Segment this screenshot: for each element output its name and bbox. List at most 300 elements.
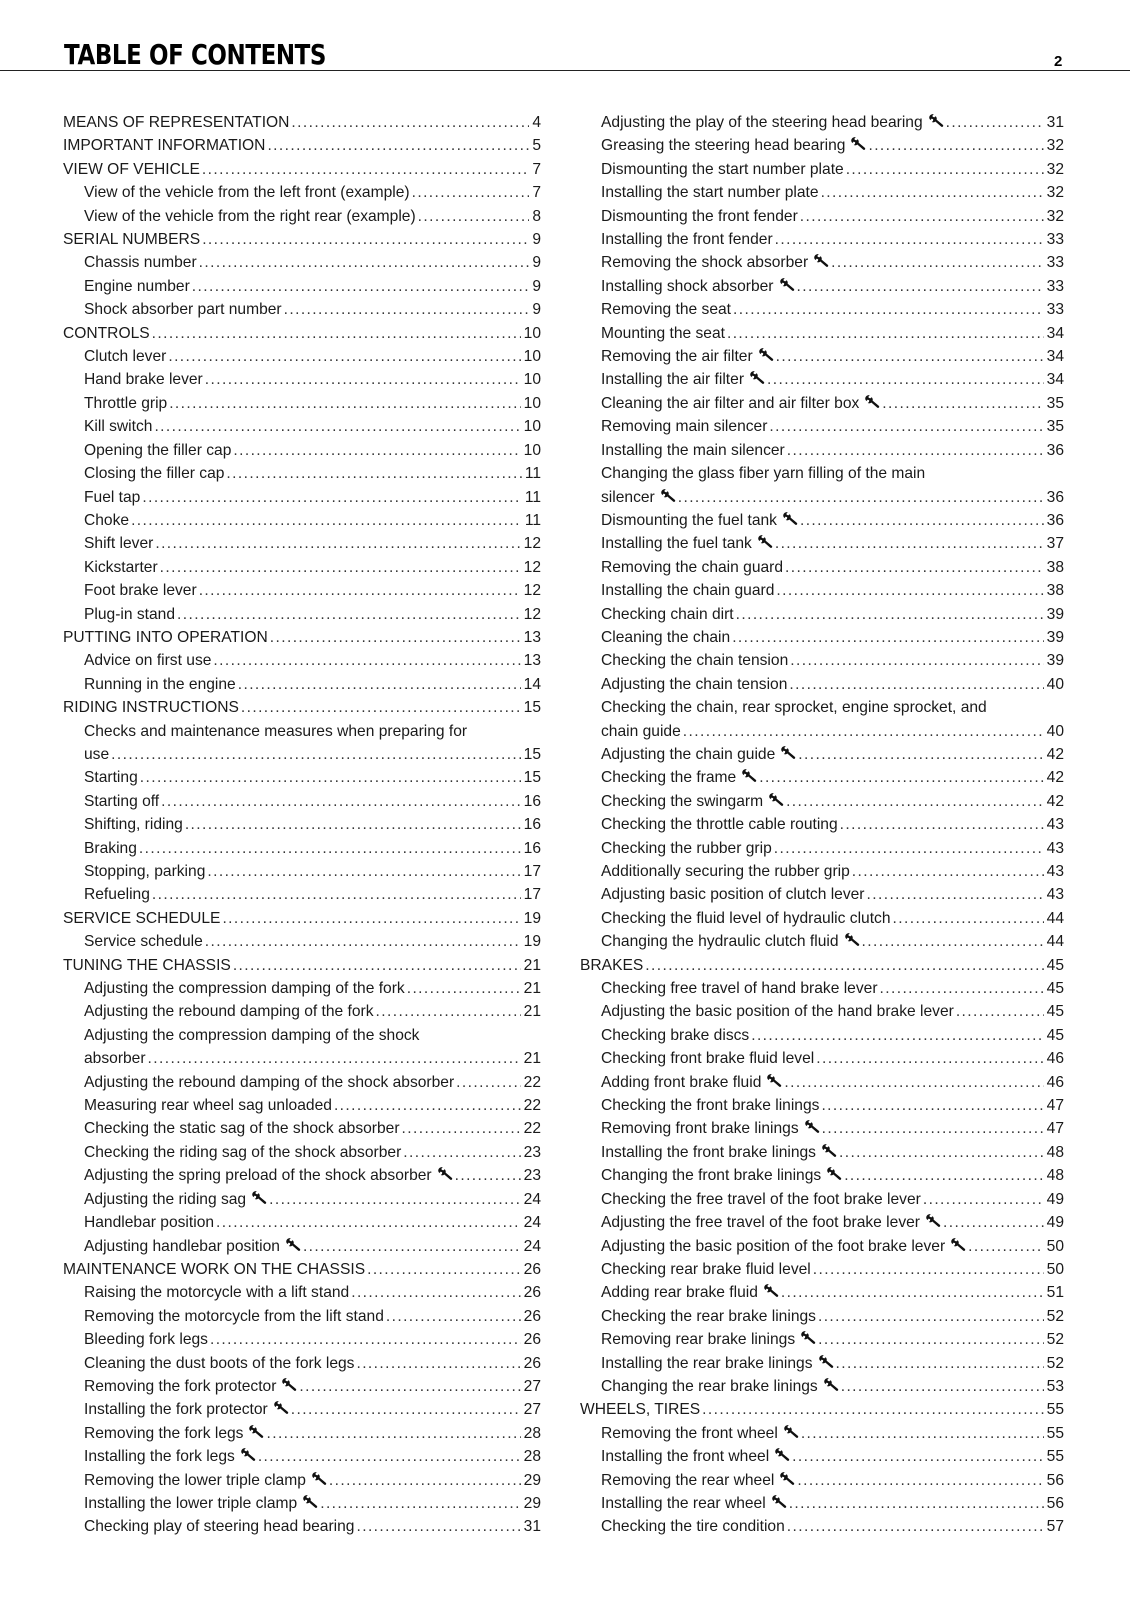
- toc-subsection-entry[interactable]: [580, 1000, 1064, 1023]
- toc-entry-label: Fuel tap: [84, 488, 141, 506]
- toc-entry-label: Checking rear brake fluid level: [601, 1260, 811, 1278]
- wrench-icon: [804, 1118, 820, 1132]
- toc-entry-label: Installing the start number plate: [601, 184, 819, 202]
- toc-entry-label: Engine number: [84, 277, 190, 295]
- toc-entry-page: 26: [523, 1260, 541, 1278]
- toc-entry-page: 53: [1046, 1377, 1064, 1395]
- toc-subsection-entry[interactable]: [580, 298, 1064, 321]
- toc-entry-label: Checking the swingarm: [601, 790, 784, 813]
- toc-entry-page: 11: [524, 465, 541, 483]
- toc-subsection-entry[interactable]: [580, 275, 1064, 298]
- toc-subsection-entry[interactable]: [580, 509, 1064, 532]
- toc-subsection-entry[interactable]: [63, 1515, 541, 1538]
- leader-dots: [867, 883, 1044, 906]
- toc-entry-label: Removing the motorcycle from the lift stand: [84, 1307, 384, 1325]
- toc-section-entry[interactable]: [63, 134, 541, 157]
- toc-entry-label: TUNING THE CHASSIS: [63, 956, 231, 974]
- wrench-icon: [813, 252, 829, 266]
- toc-section-entry[interactable]: [580, 954, 1064, 977]
- wrench-icon: [240, 1446, 256, 1460]
- toc-subsection-entry[interactable]: [63, 298, 541, 321]
- toc-subsection-entry[interactable]: [580, 1235, 1064, 1258]
- toc-subsection-entry[interactable]: [580, 462, 1064, 509]
- toc-subsection-entry[interactable]: [580, 1164, 1064, 1187]
- toc-entry-label: Checking the tire condition: [601, 1518, 785, 1536]
- toc-entry-page: 52: [1046, 1307, 1064, 1325]
- toc-subsection-entry[interactable]: [63, 486, 541, 509]
- toc-section-entry[interactable]: [63, 228, 541, 251]
- toc-entry-page: 15: [523, 745, 541, 763]
- toc-entry-page: 29: [523, 1471, 541, 1489]
- toc-entry-label: SERVICE SCHEDULE: [63, 909, 221, 927]
- leader-dots: [142, 486, 521, 509]
- toc-entry-label: Adjusting the compression damping of the fork: [84, 980, 405, 998]
- toc-entry-label: Adjusting the rebound damping of the shock absorber: [84, 1073, 455, 1091]
- wrench-icon: [928, 112, 944, 126]
- toc-entry-page: 33: [1046, 254, 1064, 272]
- toc-entry-label: Removing the fork protector: [84, 1375, 297, 1398]
- wrench-icon: [779, 276, 795, 290]
- toc-subsection-entry[interactable]: [580, 930, 1064, 953]
- toc-entry-label: Checking play of steering head bearing: [84, 1518, 355, 1536]
- wrench-icon: [437, 1165, 453, 1179]
- toc-subsection-entry[interactable]: [63, 1188, 541, 1211]
- leader-dots: [733, 298, 1044, 321]
- toc-entry-page: 52: [1046, 1354, 1064, 1372]
- toc-section-entry[interactable]: [580, 1398, 1064, 1421]
- toc-entry-label: Dismounting the start number plate: [601, 160, 844, 178]
- toc-entry-label: Checking the frame: [601, 766, 757, 789]
- toc-subsection-entry[interactable]: [580, 111, 1064, 134]
- leader-dots: [785, 556, 1044, 579]
- toc-subsection-entry[interactable]: [580, 1141, 1064, 1164]
- toc-subsection-entry[interactable]: [580, 392, 1064, 415]
- toc-subsection-entry[interactable]: [580, 790, 1064, 813]
- toc-subsection-entry[interactable]: [580, 603, 1064, 626]
- toc-entry-label: Adjusting the rebound damping of the fork: [84, 1003, 374, 1021]
- toc-entry-page: 44: [1046, 909, 1064, 927]
- toc-subsection-entry[interactable]: [580, 322, 1064, 345]
- toc-subsection-entry[interactable]: [580, 977, 1064, 1000]
- toc-entry-label: Removing the lower triple clamp: [84, 1469, 327, 1492]
- toc-subsection-entry[interactable]: [580, 1352, 1064, 1375]
- toc-subsection-entry[interactable]: [580, 205, 1064, 228]
- toc-subsection-entry[interactable]: [580, 181, 1064, 204]
- toc-subsection-entry[interactable]: [580, 1188, 1064, 1211]
- toc-subsection-entry[interactable]: [63, 766, 541, 789]
- toc-entry-label: Opening the filler cap: [84, 441, 232, 459]
- page-title: TABLE OF CONTENTS: [64, 38, 327, 71]
- toc-entry-label: Dismounting the front fender: [601, 207, 798, 225]
- toc-subsection-entry[interactable]: [63, 1305, 541, 1328]
- leader-dots: [202, 228, 529, 251]
- toc-subsection-entry[interactable]: [580, 556, 1064, 579]
- toc-entry-page: 19: [523, 933, 541, 951]
- toc-entry-label: RIDING INSTRUCTIONS: [63, 699, 239, 717]
- toc-entry-label: Adjusting the free travel of the foot brake lever: [601, 1211, 941, 1234]
- toc-entry-label: Adjusting the chain guide: [601, 743, 796, 766]
- toc-entry-label: chain guide: [601, 722, 681, 740]
- toc-section-entry[interactable]: [63, 907, 541, 930]
- toc-subsection-entry[interactable]: [63, 462, 541, 485]
- toc-subsection-entry[interactable]: [63, 532, 541, 555]
- toc-entry-label: absorber: [84, 1050, 146, 1068]
- toc-subsection-entry[interactable]: [63, 720, 541, 767]
- toc-subsection-entry[interactable]: [580, 1047, 1064, 1070]
- toc-subsection-entry[interactable]: [63, 1235, 541, 1258]
- toc-subsection-entry[interactable]: [580, 860, 1064, 883]
- toc-entry-label: Installing the fork protector: [84, 1398, 289, 1421]
- leader-dots: [968, 1235, 1044, 1258]
- toc-entry-label: PUTTING INTO OPERATION: [63, 628, 268, 646]
- toc-entry-page: 49: [1046, 1190, 1064, 1208]
- toc-subsection-entry[interactable]: [580, 1071, 1064, 1094]
- toc-entry-label: Adjusting handlebar position: [84, 1235, 301, 1258]
- wrench-icon: [758, 346, 774, 360]
- leader-dots: [233, 954, 521, 977]
- toc-subsection-entry[interactable]: [580, 345, 1064, 368]
- toc-section-entry[interactable]: [63, 111, 541, 134]
- toc-entry-page: 27: [523, 1377, 541, 1395]
- leader-dots: [241, 696, 521, 719]
- toc-entry-page: 12: [523, 558, 541, 576]
- toc-entry-page: 36: [1046, 488, 1064, 506]
- toc-subsection-entry[interactable]: [63, 930, 541, 953]
- leader-dots: [844, 1164, 1043, 1187]
- toc-subsection-entry[interactable]: [580, 1375, 1064, 1398]
- toc-subsection-entry[interactable]: [580, 1445, 1064, 1468]
- toc-entry-page: 24: [523, 1190, 541, 1208]
- toc-subsection-entry[interactable]: [580, 626, 1064, 649]
- toc-subsection-entry[interactable]: [63, 181, 541, 204]
- toc-entry-label: Starting off: [84, 792, 160, 810]
- toc-entry-label: BRAKES: [580, 956, 644, 974]
- toc-entry-label: Refueling: [84, 886, 150, 904]
- toc-entry-page: 24: [523, 1237, 541, 1255]
- toc-subsection-entry[interactable]: [63, 1000, 541, 1023]
- toc-entry-label: Installing the lower triple clamp: [84, 1492, 318, 1515]
- toc-subsection-entry[interactable]: [580, 766, 1064, 789]
- toc-subsection-entry[interactable]: [580, 1492, 1064, 1515]
- wrench-icon: [864, 393, 880, 407]
- toc-entry-label: Adjusting the basic position of the foot brake lever: [601, 1235, 966, 1258]
- toc-entry-page: 10: [523, 418, 541, 436]
- toc-entry-page: 21: [523, 1003, 541, 1021]
- leader-dots: [139, 837, 521, 860]
- toc-subsection-entry[interactable]: [63, 392, 541, 415]
- toc-subsection-entry[interactable]: [580, 1117, 1064, 1140]
- leader-dots: [205, 930, 521, 953]
- toc-subsection-entry[interactable]: [580, 368, 1064, 391]
- toc-subsection-entry[interactable]: [580, 251, 1064, 274]
- toc-entry-label: Adjusting the basic position of the hand brake lever: [601, 1003, 954, 1021]
- toc-section-entry[interactable]: [63, 954, 541, 977]
- toc-subsection-entry[interactable]: [63, 251, 541, 274]
- toc-subsection-entry[interactable]: [580, 439, 1064, 462]
- toc-subsection-entry[interactable]: [63, 790, 541, 813]
- leader-dots: [199, 251, 530, 274]
- leader-dots: [185, 813, 521, 836]
- toc-entry-label: Mounting the seat: [601, 324, 725, 342]
- toc-entry-label: IMPORTANT INFORMATION: [63, 137, 266, 155]
- toc-subsection-entry[interactable]: [63, 1328, 541, 1351]
- toc-subsection-entry[interactable]: [63, 368, 541, 391]
- toc-entry-label: silencer: [601, 486, 676, 509]
- toc-entry-page: 21: [523, 956, 541, 974]
- toc-entry-page: 45: [1046, 980, 1064, 998]
- leader-dots: [818, 1305, 1044, 1328]
- toc-subsection-entry[interactable]: [63, 1211, 541, 1234]
- toc-subsection-entry[interactable]: [580, 1281, 1064, 1304]
- toc-subsection-entry[interactable]: [580, 1422, 1064, 1445]
- toc-entry-label: Advice on first use: [84, 652, 212, 670]
- page-number: 2: [1054, 53, 1063, 70]
- leader-dots: [320, 1492, 520, 1515]
- leader-dots: [946, 111, 1044, 134]
- toc-subsection-entry[interactable]: [580, 532, 1064, 555]
- wrench-icon: [774, 1446, 790, 1460]
- toc-entry-label: Cleaning the dust boots of the fork legs: [84, 1354, 355, 1372]
- leader-dots: [168, 345, 520, 368]
- toc-subsection-entry[interactable]: [580, 415, 1064, 438]
- toc-subsection-entry[interactable]: [63, 1071, 541, 1094]
- toc-subsection-entry[interactable]: [580, 907, 1064, 930]
- toc-section-entry[interactable]: [63, 1258, 541, 1281]
- leader-dots: [192, 275, 530, 298]
- toc-entry-page: 16: [523, 839, 541, 857]
- toc-subsection-entry[interactable]: [63, 977, 541, 1000]
- toc-entry-label: Installing the main silencer: [601, 441, 785, 459]
- toc-subsection-entry[interactable]: [63, 1164, 541, 1187]
- leader-dots: [412, 181, 530, 204]
- wrench-icon: [660, 487, 676, 501]
- toc-subsection-entry[interactable]: [63, 415, 541, 438]
- toc-subsection-entry[interactable]: [63, 883, 541, 906]
- toc-entry-page: 43: [1046, 816, 1064, 834]
- toc-section-entry[interactable]: [63, 696, 541, 719]
- wrench-icon: [741, 767, 757, 781]
- toc-subsection-entry[interactable]: [63, 1398, 541, 1421]
- wrench-icon: [826, 1165, 842, 1179]
- leader-dots: [790, 649, 1043, 672]
- wrench-icon: [779, 1470, 795, 1484]
- leader-dots: [152, 883, 521, 906]
- toc-entry-label: Cleaning the air filter and air filter box: [601, 392, 880, 415]
- toc-entry-label: Checking chain dirt: [601, 605, 734, 623]
- toc-subsection-entry[interactable]: [63, 345, 541, 368]
- toc-subsection-entry[interactable]: [63, 1117, 541, 1140]
- toc-section-entry[interactable]: [63, 322, 541, 345]
- toc-subsection-entry[interactable]: [580, 813, 1064, 836]
- leader-dots: [160, 556, 521, 579]
- toc-subsection-entry[interactable]: [63, 1445, 541, 1468]
- toc-entry-label: Installing the front fender: [601, 231, 773, 249]
- toc-entry-label: Checking the chain tension: [601, 652, 789, 670]
- toc-entry-label: Starting: [84, 769, 138, 787]
- toc-subsection-entry[interactable]: [580, 1258, 1064, 1281]
- toc-subsection-entry[interactable]: [63, 1281, 541, 1304]
- toc-entry-page: 26: [523, 1307, 541, 1325]
- toc-entry-label: Stopping, parking: [84, 863, 206, 880]
- toc-entry-page: 28: [523, 1448, 541, 1466]
- toc-entry-label: Adjusting the chain tension: [601, 675, 788, 693]
- toc-entry-page: 35: [1046, 394, 1064, 412]
- toc-entry-label: Measuring rear wheel sag unloaded: [84, 1097, 332, 1115]
- toc-entry-label: Changing the front brake linings: [601, 1164, 842, 1187]
- toc-entry-page: 27: [523, 1401, 541, 1419]
- toc-entry-page: 21: [523, 980, 541, 998]
- toc-subsection-entry[interactable]: [63, 1024, 541, 1071]
- toc-entry-label: use: [84, 745, 110, 763]
- toc-subsection-entry[interactable]: [580, 579, 1064, 602]
- toc-entry-page: 12: [523, 582, 541, 600]
- leader-dots: [893, 907, 1044, 930]
- toc-subsection-entry[interactable]: [580, 696, 1064, 743]
- toc-subsection-entry[interactable]: [580, 1469, 1064, 1492]
- toc-subsection-entry[interactable]: [63, 275, 541, 298]
- toc-section-entry[interactable]: [63, 158, 541, 181]
- toc-subsection-entry[interactable]: [63, 579, 541, 602]
- toc-entry-label: Shift lever: [84, 535, 154, 553]
- leader-dots: [774, 837, 1044, 860]
- toc-subsection-entry[interactable]: [63, 439, 541, 462]
- toc-entry-page: 31: [1046, 114, 1064, 131]
- toc-entry-label: Checking the fluid level of hydraulic clutch: [601, 909, 891, 927]
- toc-entry-label: Handlebar position: [84, 1214, 215, 1232]
- toc-entry-page: 13: [523, 628, 541, 646]
- toc-subsection-entry[interactable]: [63, 1094, 541, 1117]
- wrench-icon: [285, 1236, 301, 1250]
- toc-entry-page: 34: [1046, 348, 1064, 366]
- toc-subsection-entry[interactable]: [580, 1328, 1064, 1351]
- toc-subsection-entry[interactable]: [63, 509, 541, 532]
- toc-entry-label: Checking the chain, rear sprocket, engine sprocket, and: [601, 699, 987, 717]
- toc-entry-label: Removing main silencer: [601, 418, 768, 436]
- leader-dots: [291, 1398, 521, 1421]
- toc-entry-label: Installing shock absorber: [601, 275, 795, 298]
- toc-entry-label: Shock absorber part number: [84, 301, 282, 319]
- toc-subsection-entry[interactable]: [580, 228, 1064, 251]
- leader-dots: [356, 1515, 520, 1538]
- toc-entry-label: Checking brake discs: [601, 1026, 750, 1044]
- leader-dots: [759, 766, 1043, 789]
- toc-entry-label: Foot brake lever: [84, 582, 197, 600]
- leader-dots: [155, 532, 520, 555]
- leader-dots: [882, 392, 1043, 415]
- wrench-icon: [818, 1353, 834, 1367]
- toc-entry-label: Installing the front wheel: [601, 1445, 790, 1468]
- toc-subsection-entry[interactable]: [63, 1422, 541, 1445]
- leader-dots: [862, 930, 1044, 953]
- leader-dots: [784, 1071, 1043, 1094]
- wrench-icon: [749, 369, 765, 383]
- toc-subsection-entry[interactable]: [63, 603, 541, 626]
- toc-subsection-entry[interactable]: [580, 1211, 1064, 1234]
- toc-entry-label: Running in the engine: [84, 675, 236, 693]
- toc-entry-label: View of the vehicle from the right rear (example): [84, 207, 416, 225]
- toc-entry-label: Adjusting the compression damping of the shock: [84, 1026, 420, 1044]
- toc-section-entry[interactable]: [63, 626, 541, 649]
- toc-subsection-entry[interactable]: [580, 743, 1064, 766]
- toc-entry-label: MEANS OF REPRESENTATION: [63, 114, 290, 131]
- toc-subsection-entry[interactable]: [580, 1515, 1064, 1538]
- toc-subsection-entry[interactable]: [63, 837, 541, 860]
- leader-dots: [769, 415, 1043, 438]
- leader-dots: [880, 977, 1044, 1000]
- toc-entry-page: 43: [1046, 839, 1064, 857]
- toc-entry-label: Additionally securing the rubber grip: [601, 863, 850, 880]
- leader-dots: [303, 1235, 521, 1258]
- toc-subsection-entry[interactable]: [63, 813, 541, 836]
- leader-dots: [222, 907, 520, 930]
- toc-entry-page: 5: [532, 137, 541, 155]
- toc-entry-page: 10: [523, 394, 541, 412]
- toc-subsection-entry[interactable]: [580, 673, 1064, 696]
- toc-entry-label: Installing the rear brake linings: [601, 1352, 834, 1375]
- toc-subsection-entry[interactable]: [63, 1492, 541, 1515]
- toc-entry-page: 10: [523, 371, 541, 389]
- wrench-icon: [248, 1423, 264, 1437]
- toc-entry-label: Changing the glass fiber yarn filling of the main: [601, 465, 926, 483]
- toc-subsection-entry[interactable]: [580, 1305, 1064, 1328]
- toc-subsection-entry[interactable]: [580, 1094, 1064, 1117]
- toc-entry-page: 57: [1046, 1518, 1064, 1536]
- leader-dots: [266, 1422, 520, 1445]
- leader-dots: [702, 1398, 1043, 1421]
- toc-entry-page: 42: [1046, 792, 1064, 810]
- leader-dots: [386, 1305, 521, 1328]
- leader-dots: [270, 626, 521, 649]
- toc-subsection-entry[interactable]: [580, 883, 1064, 906]
- toc-subsection-entry[interactable]: [580, 134, 1064, 157]
- toc-subsection-entry[interactable]: [63, 860, 541, 883]
- leader-dots: [238, 673, 521, 696]
- leader-dots: [334, 1094, 521, 1117]
- toc-subsection-entry[interactable]: [63, 649, 541, 672]
- toc-entry-label: Checking the front brake linings: [601, 1097, 820, 1115]
- toc-entry-page: 26: [523, 1331, 541, 1349]
- toc-subsection-entry[interactable]: [63, 1469, 541, 1492]
- leader-dots: [456, 1071, 520, 1094]
- toc-subsection-entry[interactable]: [580, 649, 1064, 672]
- toc-subsection-entry[interactable]: [580, 1024, 1064, 1047]
- toc-subsection-entry[interactable]: [63, 1375, 541, 1398]
- toc-entry-label: Checking front brake fluid level: [601, 1050, 815, 1068]
- toc-entry-label: Plug-in stand: [84, 605, 176, 623]
- toc-entry-page: 48: [1046, 1167, 1064, 1185]
- leader-dots: [226, 462, 521, 485]
- leader-dots: [868, 134, 1043, 157]
- leader-dots: [787, 1515, 1044, 1538]
- leader-dots: [776, 579, 1043, 602]
- toc-entry-page: 38: [1046, 558, 1064, 576]
- toc-subsection-entry[interactable]: [63, 556, 541, 579]
- toc-entry-page: 9: [532, 254, 541, 272]
- toc-entry-page: 19: [523, 909, 541, 927]
- toc-entry-page: 15: [523, 769, 541, 787]
- leader-dots: [839, 1141, 1044, 1164]
- leader-dots: [846, 158, 1044, 181]
- toc-subsection-entry[interactable]: [580, 837, 1064, 860]
- toc-subsection-entry[interactable]: [63, 205, 541, 228]
- toc-subsection-entry[interactable]: [63, 673, 541, 696]
- toc-entry-label: Removing the fork legs: [84, 1422, 264, 1445]
- toc-subsection-entry[interactable]: [63, 1352, 541, 1375]
- toc-entry-page: 9: [532, 301, 541, 319]
- toc-entry-page: 26: [523, 1284, 541, 1302]
- toc-subsection-entry[interactable]: [580, 158, 1064, 181]
- toc-subsection-entry[interactable]: [63, 1141, 541, 1164]
